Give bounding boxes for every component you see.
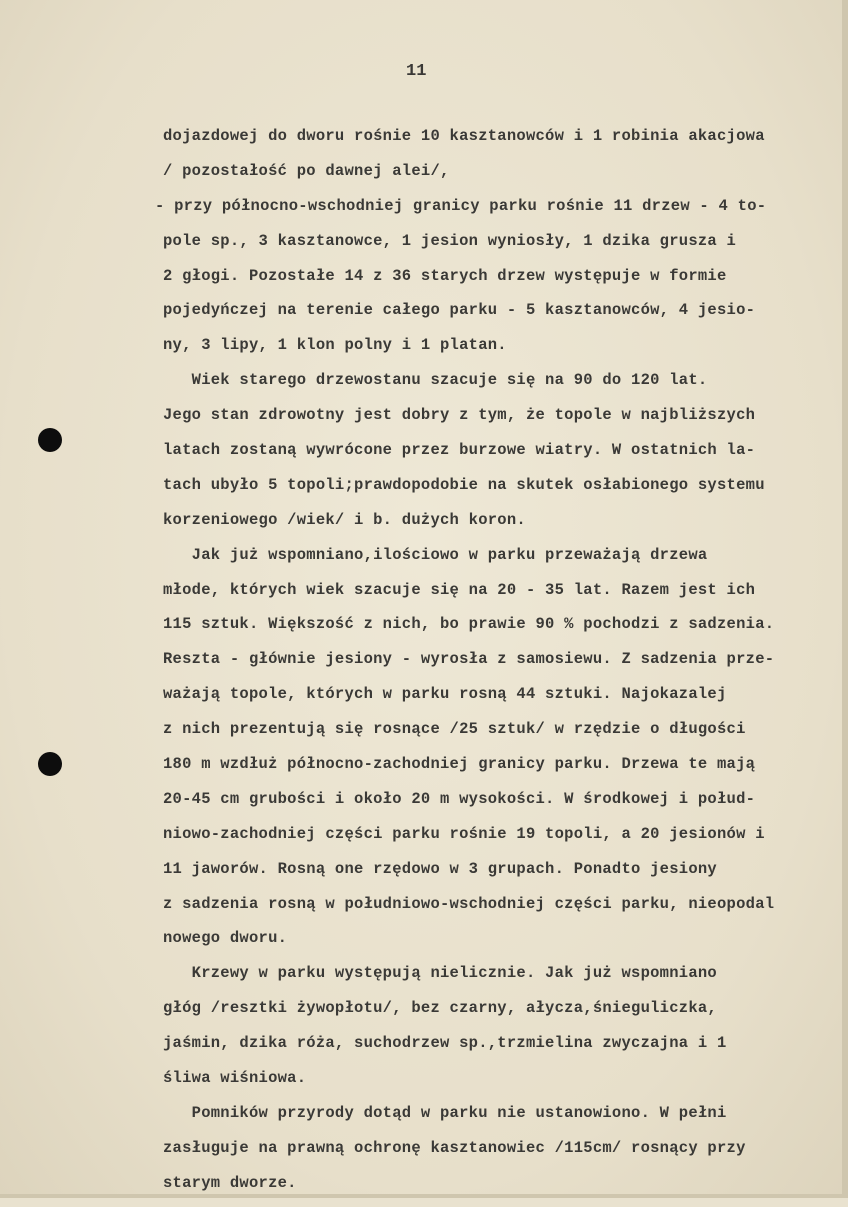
text-line: / pozostałość po dawnej alei/, (163, 161, 450, 180)
text-line: Jak już wspomniano,ilościowo w parku przeważają drzewa (163, 545, 708, 564)
text-line: z nich prezentują się rosnące /25 sztuk/ w rzędzie o długości (163, 720, 746, 739)
text-line: Pomników przyrody dotąd w parku nie ustanowiono. W pełni (163, 1103, 727, 1122)
text-line: głóg /resztki żywopłotu/, bez czarny, ałycza,śnieguliczka, (163, 999, 717, 1018)
text-line: 180 m wzdłuż północno-zachodniej granicy parku. Drzewa te mają (163, 755, 756, 774)
text-line: Krzewy w parku występują nielicznie. Jak już wspomniano (163, 964, 717, 983)
text-line: - przy północno-wschodniej granicy parku rośnie 11 drzew - 4 to- (155, 196, 767, 215)
text-line: latach zostaną wywrócone przez burzowe wiatry. W ostatnich la- (163, 441, 756, 460)
page-number: 11 (406, 62, 427, 81)
text-line: Reszta - głównie jesiony - wyrosła z samosiewu. Z sadzenia prze- (163, 650, 775, 669)
text-line: korzeniowego /wiek/ i b. dużych koron. (163, 510, 526, 529)
text-line: z sadzenia rosną w południowo-wschodniej części parku, nieopodal (163, 894, 775, 913)
text-line: śliwa wiśniowa. (163, 1069, 307, 1088)
text-line: 2 głogi. Pozostałe 14 z 36 starych drzew występuje w formie (163, 266, 727, 285)
text-line: pole sp., 3 kasztanowce, 1 jesion wyniosły, 1 dzika grusza i (163, 231, 737, 250)
text-line: ny, 3 lipy, 1 klon polny i 1 platan. (163, 336, 507, 355)
text-line: ważają topole, których w parku rosną 44 sztuki. Najokazalej (163, 685, 727, 704)
text-line: Jego stan zdrowotny jest dobry z tym, że topole w najbliższych (163, 406, 756, 425)
text-line: pojedyńczej na terenie całego parku - 5 kasztanowców, 4 jesio- (163, 301, 756, 320)
body-text (155, 125, 839, 1207)
text-line: niowo-zachodniej części parku rośnie 19 topoli, a 20 jesionów i (163, 824, 765, 843)
text-line: Wiek starego drzewostanu szacuje się na 90 do 120 lat. (163, 371, 708, 390)
punch-hole (38, 752, 62, 776)
text-line: nowego dworu. (163, 929, 288, 948)
text-line: 20-45 cm grubości i około 20 m wysokości. W środkowej i połud- (163, 789, 756, 808)
text-line: tach ubyło 5 topoli;prawdopodobie na skutek osłabionego systemu (163, 475, 765, 494)
text-line: dojazdowej do dworu rośnie 10 kasztanowców i 1 robinia akacjowa (163, 127, 765, 145)
text-line: 115 sztuk. Większość z nich, bo prawie 90 % pochodzi z sadzenia. (163, 615, 775, 634)
text-line: starym dworze. (163, 1173, 297, 1192)
punch-hole (38, 428, 62, 452)
text-line: zasługuje na prawną ochronę kasztanowiec /115cm/ rosnący przy (163, 1138, 746, 1157)
text-line: jaśmin, dzika róża, suchodrzew sp.,trzmielina zwyczajna i 1 (163, 1034, 727, 1053)
text-line: młode, których wiek szacuje się na 20 - 35 lat. Razem jest ich (163, 580, 756, 599)
text-line: 11 jaworów. Rosną one rzędowo w 3 grupach. Ponadto jesiony (163, 859, 717, 878)
